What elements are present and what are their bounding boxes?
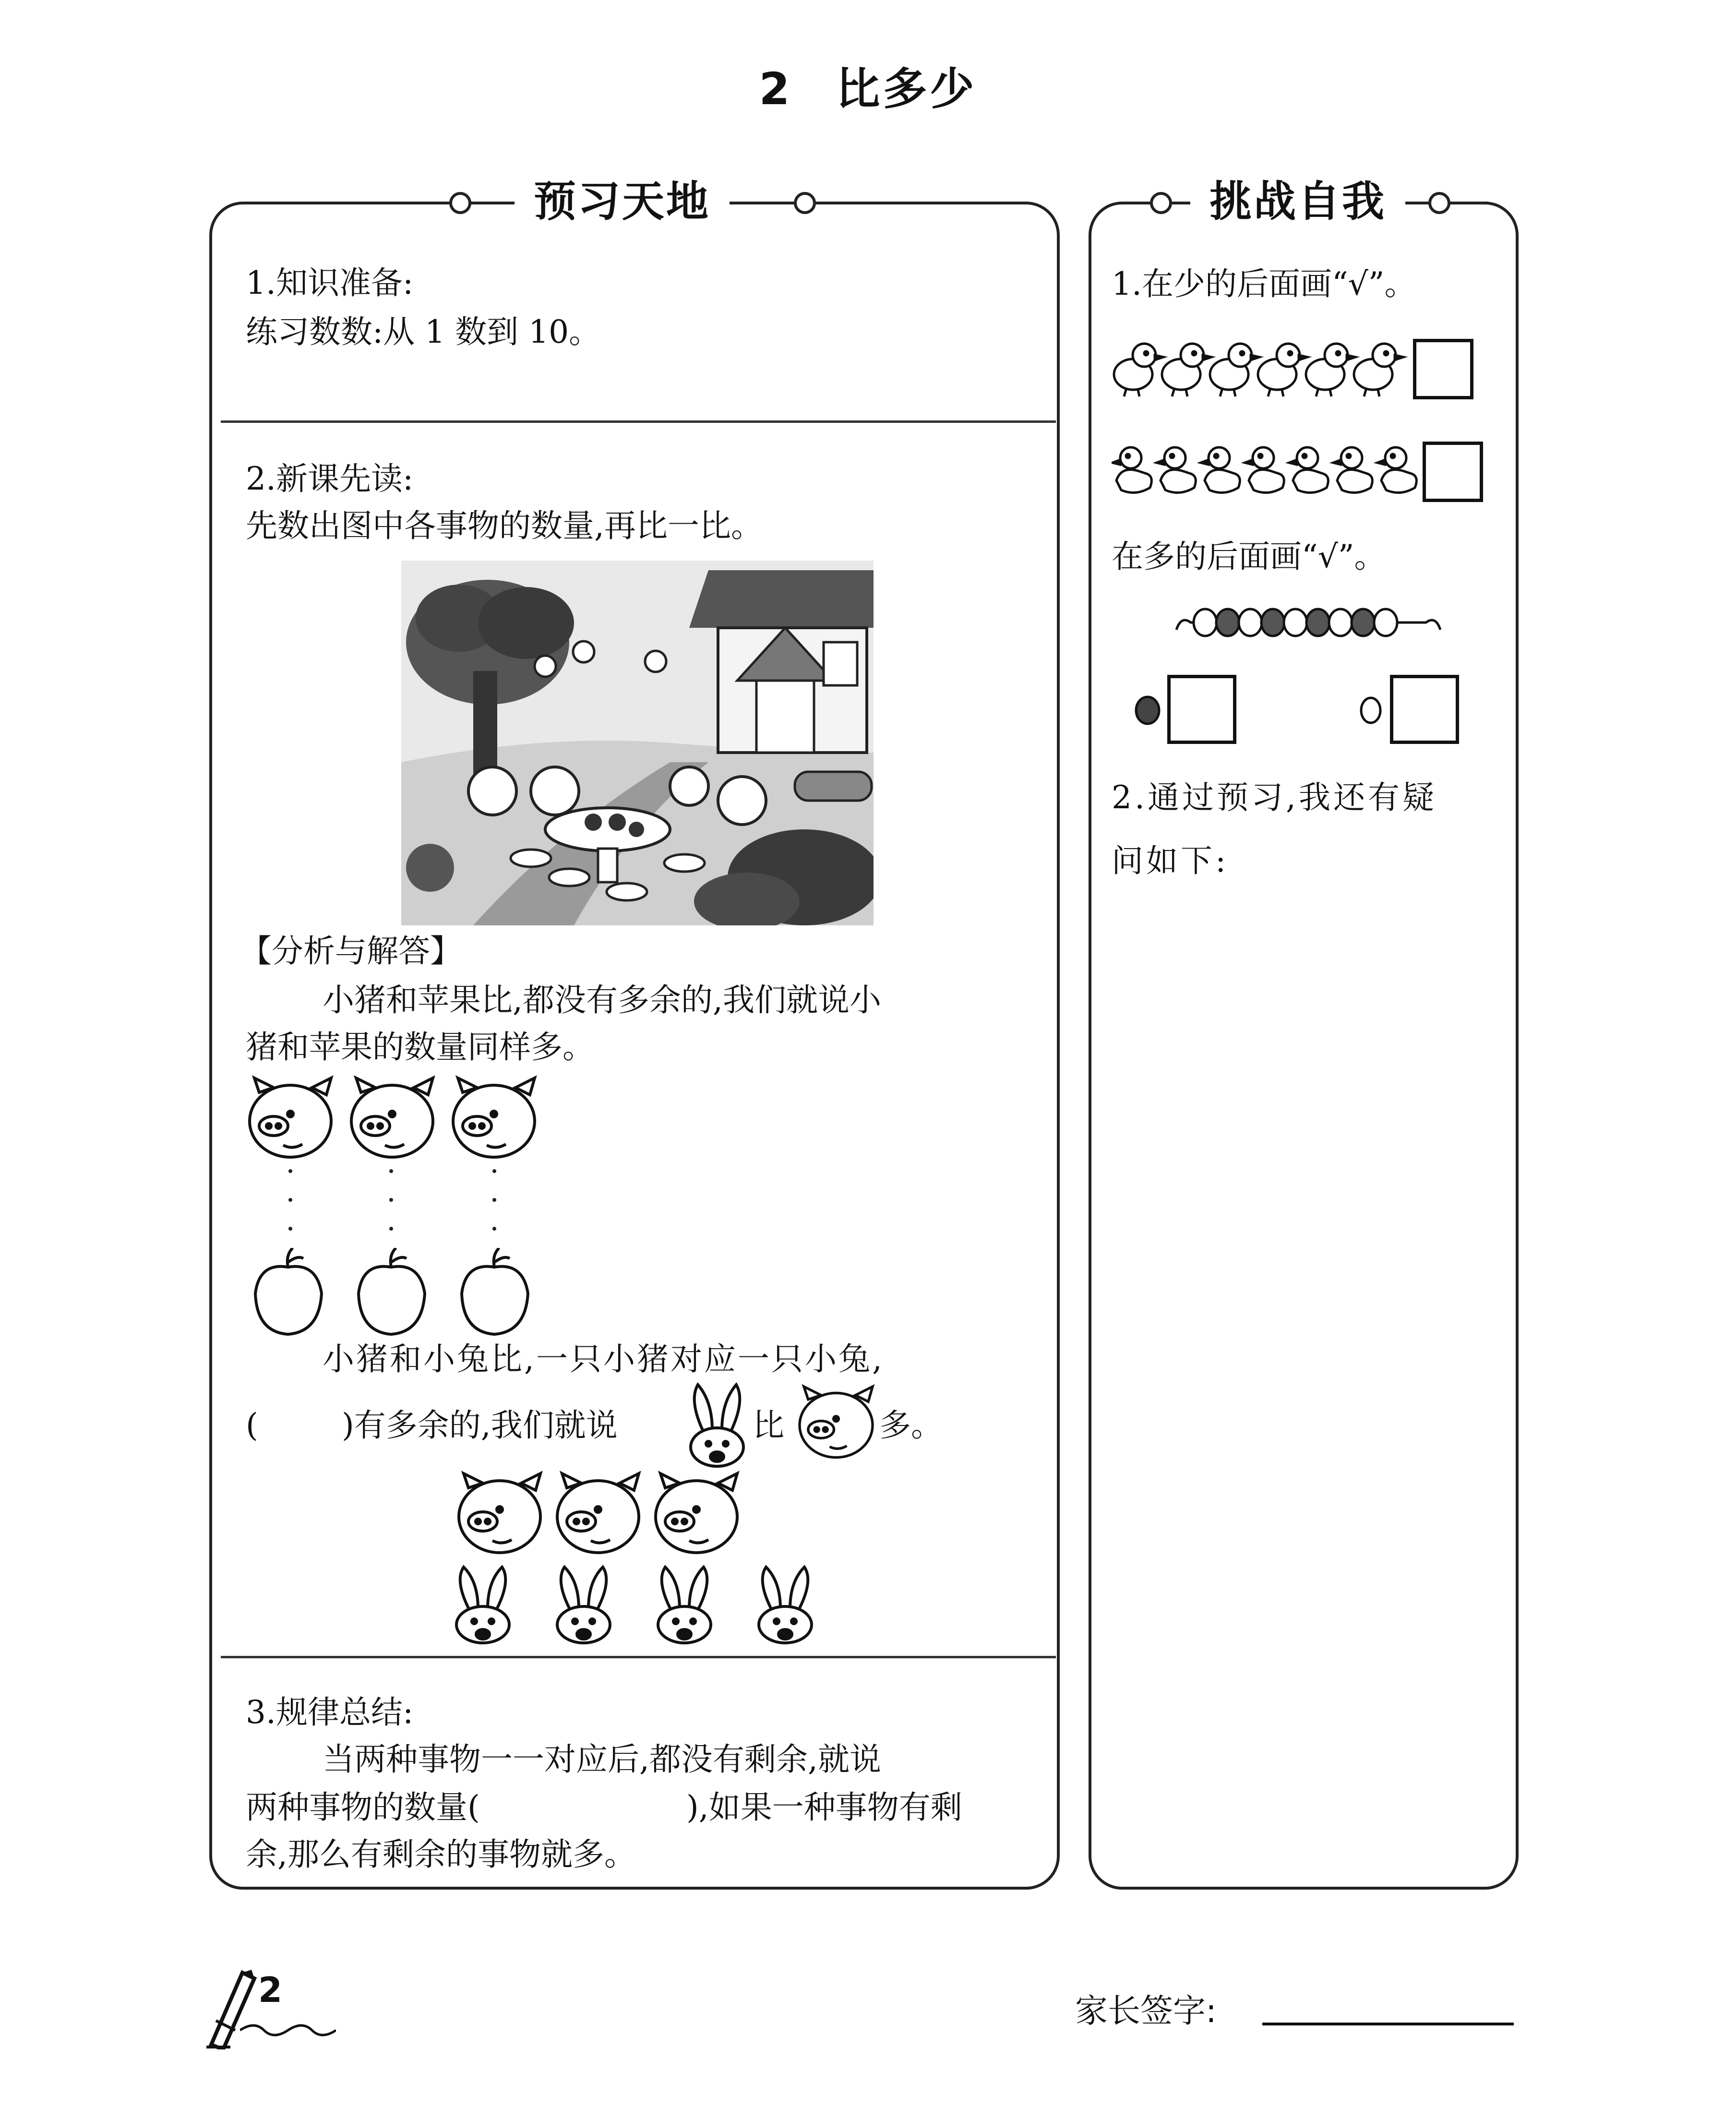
- analysis-p2-than: 比: [753, 1407, 784, 1444]
- header-rule-left: [298, 202, 451, 204]
- analysis-p1-line1: 小猪和苹果比,都没有多余的,我们就说小: [323, 982, 881, 1018]
- parent-sign-label: 家长签字:: [1075, 1992, 1217, 2030]
- header-rule-right: [811, 202, 955, 204]
- white-bead-icon: [1356, 691, 1385, 730]
- header-dot: [794, 192, 816, 214]
- challenge-q2-line1: 2.通过预习,我还有疑: [1112, 779, 1437, 816]
- section-divider: [221, 420, 1056, 423]
- scene-illustration: [401, 561, 874, 925]
- s3-line3: 余,那么有剩余的事物就多。: [246, 1836, 636, 1873]
- chicks-row: [1112, 336, 1409, 398]
- preview-header: 预习天地: [515, 173, 730, 230]
- analysis-p2-line1: 小猪和小兔比,一只小猪对应一只小兔,: [323, 1341, 884, 1377]
- answer-box-white-beads[interactable]: [1390, 675, 1459, 744]
- analysis-heading: 【分析与解答】: [240, 933, 462, 970]
- s2-heading: 2.新课先读:: [246, 460, 414, 497]
- rabbits-row: [449, 1565, 843, 1646]
- s3-heading: 3.规律总结:: [246, 1694, 414, 1731]
- inline-pig-icon: [788, 1382, 884, 1464]
- answer-box-ducks[interactable]: [1423, 442, 1483, 502]
- bead-string: [1174, 596, 1443, 649]
- analysis-p2-paren-open: (: [246, 1407, 258, 1444]
- s3-line1: 当两种事物一一对应后,都没有剩余,就说: [323, 1741, 881, 1778]
- challenge-header: 挑战自我: [1190, 173, 1405, 230]
- answer-box-chicks[interactable]: [1413, 339, 1473, 399]
- black-bead-icon: [1131, 691, 1164, 730]
- header-dot: [1150, 192, 1172, 214]
- apples-row: [250, 1248, 547, 1339]
- s1-text: 练习数数:从 1 数到 10。: [246, 313, 601, 350]
- answer-box-black-beads[interactable]: [1167, 675, 1236, 744]
- challenge-q1-line1: 1.在少的后面画“√”。: [1112, 265, 1416, 302]
- page-title: [0, 54, 1736, 117]
- page-number: 2: [258, 1970, 283, 2010]
- section-divider: [221, 1656, 1056, 1658]
- analysis-p2-more: 多。: [879, 1407, 943, 1444]
- analysis-p2-line2: )有多余的,我们就说: [342, 1407, 618, 1444]
- pigs-row-1: [240, 1073, 547, 1169]
- correspondence-dots: [269, 1166, 518, 1248]
- lesson-number: 2: [759, 63, 793, 115]
- header-dot: [449, 192, 471, 214]
- challenge-q2-line2: 问如下:: [1112, 842, 1229, 879]
- inline-rabbit-icon: [683, 1382, 751, 1469]
- s3-line2-a: 两种事物的数量(: [246, 1789, 480, 1826]
- s2-text: 先数出图中各事物的数量,再比一比。: [246, 507, 763, 544]
- s3-line2-b: ),如果一种事物有剩: [686, 1789, 962, 1826]
- pencil-scribble: [240, 2016, 336, 2040]
- header-dot: [1428, 192, 1450, 214]
- ducks-row: [1112, 440, 1424, 502]
- s1-heading: 1.知识准备:: [246, 264, 414, 301]
- analysis-p1-line2: 猪和苹果的数量同样多。: [246, 1029, 594, 1066]
- parent-sign-line[interactable]: [1262, 2023, 1514, 2025]
- header-rule-right: [1454, 202, 1488, 204]
- lesson-title: 比多少: [836, 63, 977, 115]
- challenge-q1-line2: 在多的后面画“√”。: [1112, 538, 1386, 575]
- pigs-row-2: [449, 1469, 756, 1565]
